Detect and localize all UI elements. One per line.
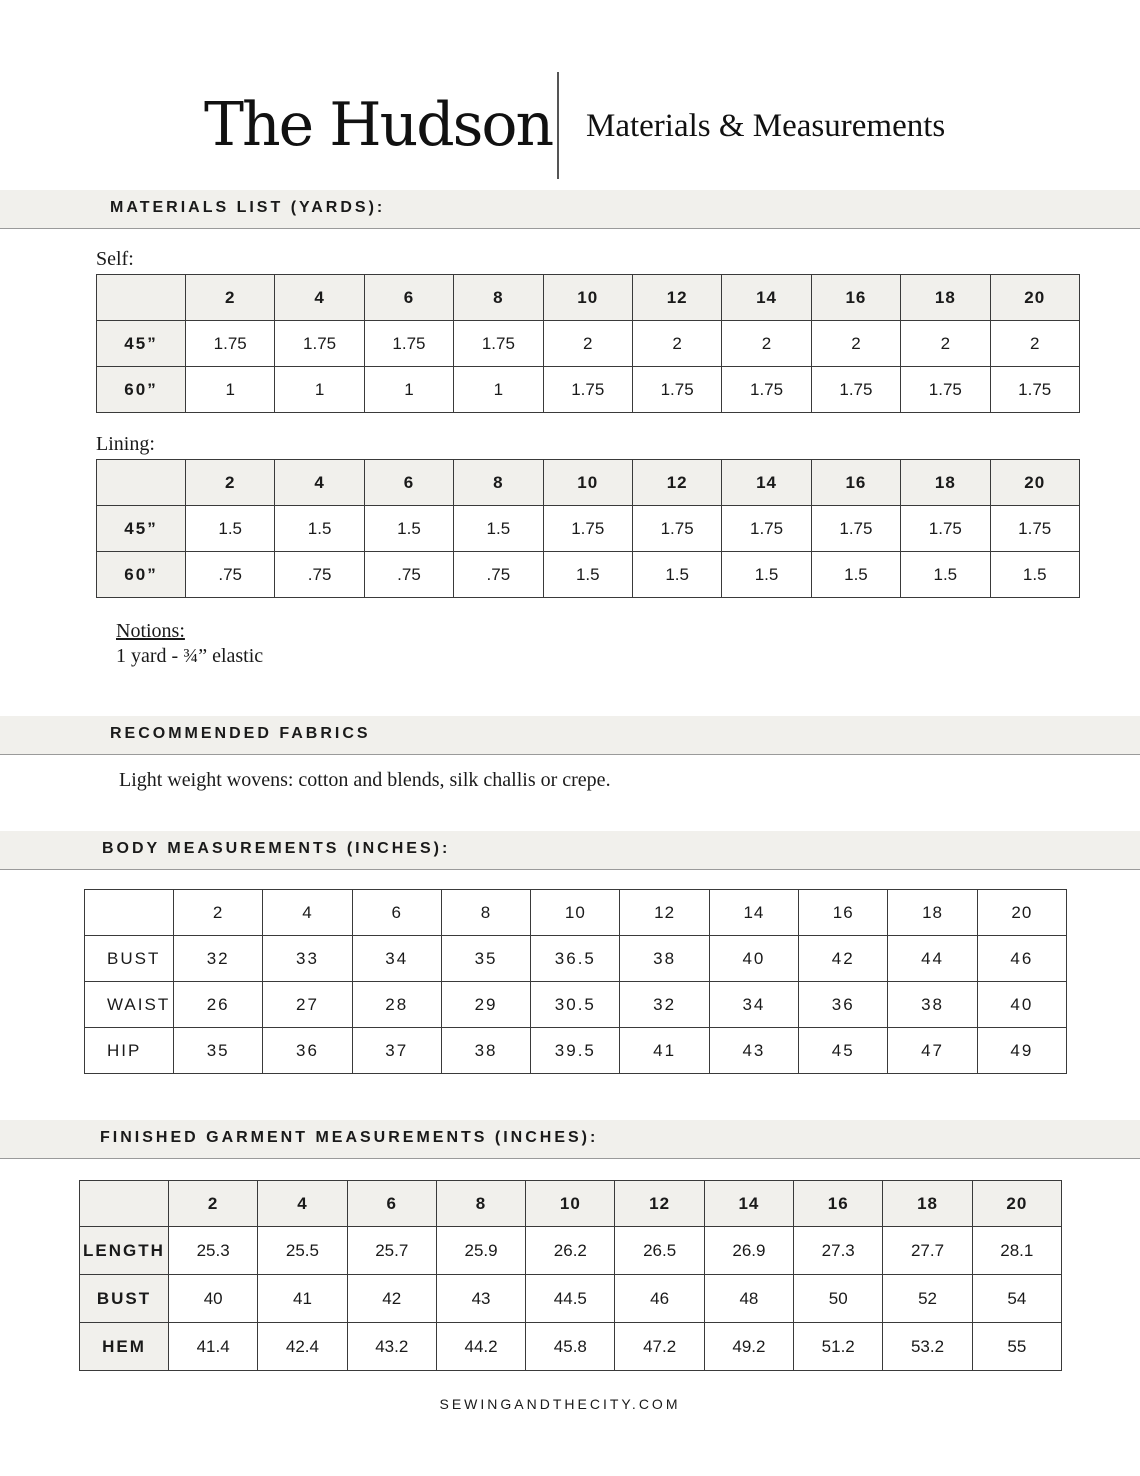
table-cell: .75	[186, 552, 275, 598]
corner-cell	[97, 460, 186, 506]
table-row	[80, 1227, 1062, 1275]
row-label: 45”	[97, 321, 186, 367]
table-cell: 33	[263, 936, 352, 982]
table-cell: 2	[543, 321, 632, 367]
table-cell: 2	[722, 321, 811, 367]
body-section-title: BODY MEASUREMENTS (INCHES):	[102, 840, 451, 857]
lining-yardage-table	[96, 459, 1080, 598]
table-cell: 54	[972, 1275, 1061, 1323]
table-row	[80, 1323, 1062, 1371]
size-header-cell: 18	[901, 275, 990, 321]
table-cell: 25.3	[169, 1227, 258, 1275]
size-header-cell: 14	[722, 460, 811, 506]
size-header-cell: 10	[531, 890, 620, 936]
size-header-row	[85, 890, 1067, 936]
table-cell: 1.75	[722, 367, 811, 413]
table-cell: 47.2	[615, 1323, 704, 1371]
size-header-cell: 8	[454, 460, 543, 506]
size-header-cell: 2	[169, 1181, 258, 1227]
notions-text: 1 yard - ¾” elastic	[116, 645, 264, 667]
size-header-cell: 20	[990, 460, 1079, 506]
table-cell: 44.2	[436, 1323, 525, 1371]
size-header-cell: 16	[811, 460, 900, 506]
table-cell: 47	[888, 1028, 977, 1074]
table-cell: 1.75	[811, 367, 900, 413]
table-cell: 48	[704, 1275, 793, 1323]
table-cell: 1.75	[543, 367, 632, 413]
table-cell: 1	[364, 367, 453, 413]
row-label: 45”	[97, 506, 186, 552]
table-cell: 43	[436, 1275, 525, 1323]
table-cell: 38	[441, 1028, 530, 1074]
table-cell: .75	[275, 552, 364, 598]
size-header-cell: 2	[186, 275, 275, 321]
size-header-cell: 12	[620, 890, 709, 936]
materials-section-title: MATERIALS LIST (YARDS):	[110, 199, 386, 216]
page-header	[0, 70, 1140, 180]
self-caption: Self:	[96, 248, 134, 270]
size-header-cell: 20	[972, 1181, 1061, 1227]
size-header-cell: 12	[632, 275, 721, 321]
table-cell: 2	[901, 321, 990, 367]
size-header-cell: 2	[186, 460, 275, 506]
body-section-header	[0, 831, 1140, 870]
table-cell: 55	[972, 1323, 1061, 1371]
table-cell: 41.4	[169, 1323, 258, 1371]
table-cell: 26.5	[615, 1227, 704, 1275]
table-cell: 35	[174, 1028, 263, 1074]
table-cell: 43.2	[347, 1323, 436, 1371]
size-header-cell: 14	[722, 275, 811, 321]
table-row	[80, 1275, 1062, 1323]
table-cell: 40	[977, 982, 1066, 1028]
size-header-cell: 20	[977, 890, 1066, 936]
table-cell: 39.5	[531, 1028, 620, 1074]
fabrics-section-title: RECOMMENDED FABRICS	[110, 725, 371, 742]
table-cell: 36	[799, 982, 888, 1028]
table-cell: 49	[977, 1028, 1066, 1074]
table-cell: 41	[620, 1028, 709, 1074]
table-row	[85, 982, 1067, 1028]
self-yardage-table	[96, 274, 1080, 413]
table-cell: 1.5	[364, 506, 453, 552]
table-cell: 1.75	[632, 367, 721, 413]
size-header-cell: 18	[883, 1181, 972, 1227]
table-cell: 37	[352, 1028, 441, 1074]
row-label: 60”	[97, 367, 186, 413]
size-header-cell: 14	[709, 890, 798, 936]
size-header-cell: 4	[275, 460, 364, 506]
table-cell: 1.5	[722, 552, 811, 598]
page-title: The Hudson	[204, 90, 553, 160]
table-cell: 26.9	[704, 1227, 793, 1275]
table-cell: 1.75	[901, 367, 990, 413]
size-header-cell: 16	[794, 1181, 883, 1227]
table-cell: 53.2	[883, 1323, 972, 1371]
finished-measurements-table	[79, 1180, 1062, 1371]
table-cell: 1.75	[364, 321, 453, 367]
table-cell: 1.5	[186, 506, 275, 552]
table-cell: .75	[364, 552, 453, 598]
table-cell: 1.5	[543, 552, 632, 598]
table-row	[85, 936, 1067, 982]
size-header-cell: 10	[526, 1181, 615, 1227]
corner-cell	[97, 275, 186, 321]
row-label: HEM	[80, 1323, 169, 1371]
size-header-cell: 18	[901, 460, 990, 506]
size-header-cell: 14	[704, 1181, 793, 1227]
table-cell: 46	[615, 1275, 704, 1323]
table-cell: 1.75	[186, 321, 275, 367]
table-cell: 1.5	[275, 506, 364, 552]
footer-website: SEWINGANDTHECITY.COM	[439, 1396, 681, 1412]
row-label: BUST	[85, 936, 174, 982]
table-cell: 1	[275, 367, 364, 413]
size-header-cell: 20	[990, 275, 1079, 321]
table-cell: 30.5	[531, 982, 620, 1028]
lining-caption: Lining:	[96, 433, 155, 455]
table-cell: 1.5	[632, 552, 721, 598]
row-label: HIP	[85, 1028, 174, 1074]
table-cell: 44	[888, 936, 977, 982]
table-cell: 2	[632, 321, 721, 367]
table-cell: 36.5	[531, 936, 620, 982]
table-cell: 1.75	[454, 321, 543, 367]
table-row	[85, 1028, 1067, 1074]
table-cell: 25.9	[436, 1227, 525, 1275]
table-cell: 2	[811, 321, 900, 367]
table-cell: 40	[169, 1275, 258, 1323]
corner-cell	[80, 1181, 169, 1227]
table-cell: 1.75	[990, 506, 1079, 552]
table-row	[97, 321, 1080, 367]
table-cell: 1.5	[990, 552, 1079, 598]
table-cell: 1.5	[454, 506, 543, 552]
size-header-cell: 6	[347, 1181, 436, 1227]
table-cell: 42.4	[258, 1323, 347, 1371]
table-row	[97, 552, 1080, 598]
table-row	[97, 367, 1080, 413]
table-cell: 1	[186, 367, 275, 413]
fabrics-section-header	[0, 716, 1140, 755]
row-label: BUST	[80, 1275, 169, 1323]
table-cell: 28.1	[972, 1227, 1061, 1275]
size-header-cell: 10	[543, 460, 632, 506]
table-cell: 42	[347, 1275, 436, 1323]
table-cell: 25.5	[258, 1227, 347, 1275]
size-header-cell: 10	[543, 275, 632, 321]
size-header-cell: 8	[441, 890, 530, 936]
table-cell: 27.3	[794, 1227, 883, 1275]
size-header-cell: 12	[632, 460, 721, 506]
table-cell: 40	[709, 936, 798, 982]
table-cell: 45.8	[526, 1323, 615, 1371]
table-cell: 26	[174, 982, 263, 1028]
table-cell: 36	[263, 1028, 352, 1074]
size-header-cell: 4	[275, 275, 364, 321]
table-cell: 26.2	[526, 1227, 615, 1275]
table-cell: 28	[352, 982, 441, 1028]
table-cell: 27	[263, 982, 352, 1028]
table-cell: 32	[174, 936, 263, 982]
table-cell: 34	[352, 936, 441, 982]
size-header-cell: 8	[454, 275, 543, 321]
row-label: LENGTH	[80, 1227, 169, 1275]
table-cell: 1.75	[543, 506, 632, 552]
table-cell: 35	[441, 936, 530, 982]
table-cell: 1.75	[811, 506, 900, 552]
row-label: 60”	[97, 552, 186, 598]
table-cell: .75	[454, 552, 543, 598]
size-header-cell: 16	[799, 890, 888, 936]
table-cell: 1.75	[722, 506, 811, 552]
table-cell: 1.75	[990, 367, 1079, 413]
table-cell: 41	[258, 1275, 347, 1323]
size-header-cell: 8	[436, 1181, 525, 1227]
page-subtitle: Materials & Measurements	[586, 108, 946, 144]
table-cell: 49.2	[704, 1323, 793, 1371]
table-cell: 25.7	[347, 1227, 436, 1275]
table-cell: 34	[709, 982, 798, 1028]
table-row	[97, 506, 1080, 552]
table-cell: 2	[990, 321, 1079, 367]
finished-section-header	[0, 1120, 1140, 1159]
table-cell: 42	[799, 936, 888, 982]
table-cell: 27.7	[883, 1227, 972, 1275]
header-divider	[557, 72, 559, 179]
materials-section-header	[0, 190, 1140, 229]
table-cell: 44.5	[526, 1275, 615, 1323]
table-cell: 51.2	[794, 1323, 883, 1371]
size-header-cell: 4	[258, 1181, 347, 1227]
table-cell: 1.75	[901, 506, 990, 552]
size-header-cell: 6	[352, 890, 441, 936]
table-cell: 1.75	[275, 321, 364, 367]
body-measurements-table	[84, 889, 1067, 1074]
table-cell: 1	[454, 367, 543, 413]
size-header-cell: 12	[615, 1181, 704, 1227]
table-cell: 1.5	[811, 552, 900, 598]
notions-title: Notions:	[116, 620, 185, 642]
size-header-cell: 16	[811, 275, 900, 321]
row-label: WAIST	[85, 982, 174, 1028]
size-header-row	[80, 1181, 1062, 1227]
table-cell: 1.5	[901, 552, 990, 598]
table-cell: 1.75	[632, 506, 721, 552]
table-cell: 46	[977, 936, 1066, 982]
table-cell: 43	[709, 1028, 798, 1074]
table-cell: 50	[794, 1275, 883, 1323]
table-cell: 38	[888, 982, 977, 1028]
table-cell: 52	[883, 1275, 972, 1323]
table-cell: 38	[620, 936, 709, 982]
table-cell: 29	[441, 982, 530, 1028]
fabrics-text: Light weight wovens: cotton and blends, silk challis or crepe.	[119, 769, 611, 791]
size-header-cell: 6	[364, 275, 453, 321]
finished-section-title: FINISHED GARMENT MEASUREMENTS (INCHES):	[100, 1129, 599, 1146]
corner-cell	[85, 890, 174, 936]
size-header-cell: 6	[364, 460, 453, 506]
size-header-row	[97, 460, 1080, 506]
size-header-cell: 2	[174, 890, 263, 936]
table-cell: 32	[620, 982, 709, 1028]
size-header-cell: 4	[263, 890, 352, 936]
size-header-row	[97, 275, 1080, 321]
table-cell: 45	[799, 1028, 888, 1074]
size-header-cell: 18	[888, 890, 977, 936]
